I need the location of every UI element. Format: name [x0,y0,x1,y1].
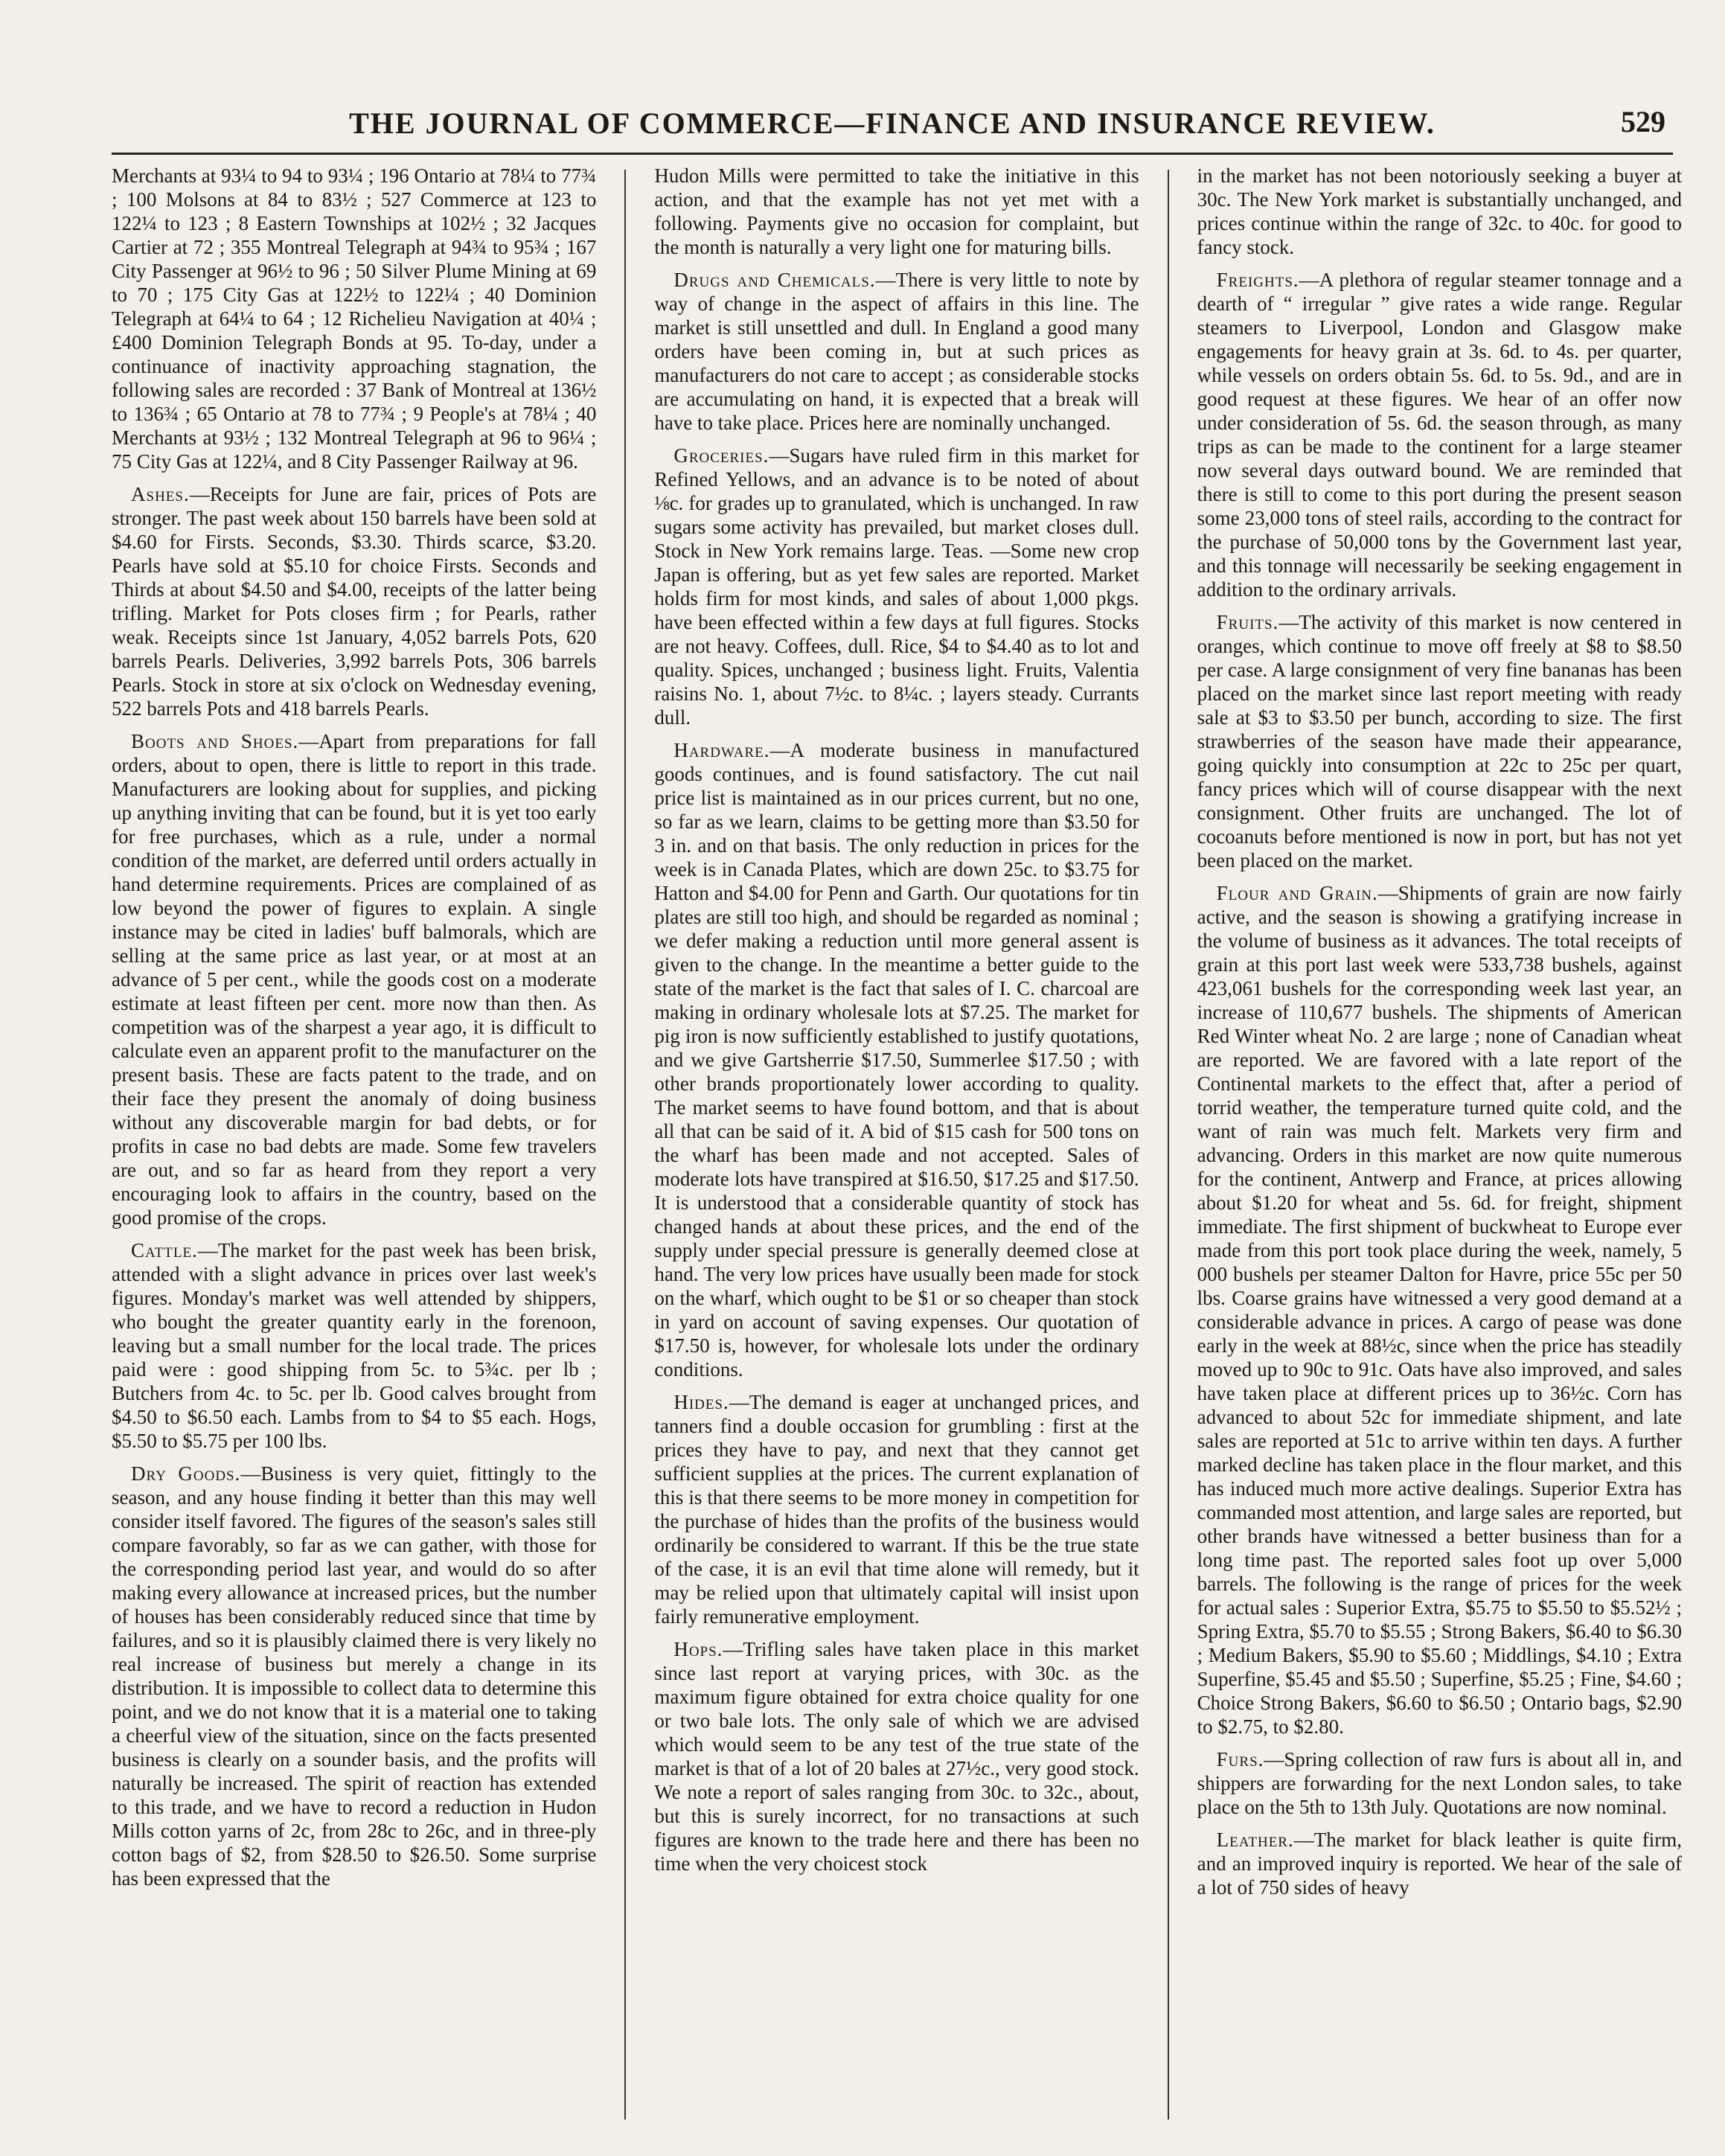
paragraph: Hops.—Trifling sales have taken place in this market since last report at varying prices, with 30c. as the maximum figure obtained for extra choice quality for one or two bale lots. The only sale of which we are advised which would seem to be any test of the true state of the market is that of a lot of 20 bales at 27½c., very good stock. We note a report of sales ranging from 30c. to 32c., about, but this is surely incorrect, for no transactions at such figures are known to the trade here and there has been no time when the very choicest stock [654,1638,1139,1875]
section-heading: Hardware. [673,739,770,761]
column-divider [624,170,626,2120]
paragraph: Leather.—The market for black leather is quite firm, and an improved inquiry is reported. We hear of the sale of a lot of 750 sides of heavy [1197,1829,1682,1899]
paragraph: Cattle.—The market for the past week has been brisk, attended with a slight advance in prices over last week's figures. Monday's market was well attended by shippers, who bought the greater quantity early in the forenoon, leaving but a small number for the local trade. The prices paid were : good shipping from 5c. to 5¾c. per lb ; Butchers from 4c. to 5c. per lb. Good calves brought from $4.50 to $6.50 each. Lambs from to $4 to $5 each. Hogs, $5.50 to $5.75 per 100 lbs. [112,1239,597,1452]
section-heading: Cattle. [131,1239,198,1261]
section-heading: Ashes. [131,483,190,505]
paragraph: Boots and Shoes.—Apart from preparations for fall orders, about to open, there is little to report in this trade. Manufacturers are looking about for supplies, and picking up anything inviting that can be found, but it is yet too early for free purchases, which as a rule, under a normal condition of the market, are deferred until orders actually in hand determine requirements. Prices are complained of as low beyond the power of figures to explain. A single instance may be cited in ladies' buff balmorals, which are selling at the same price as last year, or at most at an advance of 5 per cent., while the goods cost on a moderate estimate at least fifteen per cent. more now than then. As competition was of the sharpest a year ago, it is difficult to calculate even an apparent profit to the manufacturer on the present basis. These are facts patent to the trade, and on their face they present the anomaly of doing business without any discoverable margin for bad debts, or for profits in case no bad debts are made. Some few travelers are out, and so far as heard from they report a very encouraging look to affairs in the country, based on the good promise of the crops. [112,730,597,1229]
paragraph: Flour and Grain.—Shipments of grain are now fairly active, and the season is showing a gratifying increase in the volume of business as it advances. The total receipts of grain at this port last week were 533,738 bushels, against 423,061 bushels for the corresponding week last year, an increase of 110,677 bushels. The shipments of American Red Winter wheat No. 2 are large ; none of Canadian wheat are reported. We are favored with a late report of the Continental markets to the effect that, after a period of torrid weather, the temperature turned quite cold, and the want of rain was much felt. Markets very firm and advancing. Orders in this market are now quite numerous for the continent, Antwerp and France, at prices allowing about $1.20 for wheat and 5s. 6d. for freight, shipment immediate. The first shipment of buckwheat to Europe ever made from this port took place during the week, namely, 5 000 bushels per steamer Dalton for Havre, price 55c per 50 lbs. Coarse grains have witnessed a very good demand at a considerable advance in prices. A cargo of pease was done early in the week at 88½c, since when the price has steadily moved up to 90c to 91c. Oats have also improved, and sales have taken place at different prices up to 36½c. Corn has advanced to about 52c for immediate shipment, and late sales are reported at 51c to arrive within ten days. A further marked decline has taken place in the flour market, and this has induced much more active dealings. Superior Extra has commanded most attention, and large sales are reported, but other brands have witnessed a better business than for a long time past. The reported sales foot up over 5,000 barrels. The following is the range of prices for the week for actual sales : Superior Extra, $5.75 to $5.50 to $5.52½ ; Spring Extra, $5.70 to $5.55 ; Strong Bakers, $6.40 to $6.30 ; Medium Bakers, $5.90 to $5.60 ; Middlings, $4.10 ; Extra Superfine, $5.45 and $5.50 ; Superfine, $5.25 ; Fine, $4.60 ; Choice Strong Bakers, $6.60 to $6.50 ; Ontario bags, $2.90 to $2.75, to $2.80. [1197,882,1682,1738]
section-heading: Freights. [1216,269,1299,291]
page-number: 529 [1621,105,1665,138]
column-3 [1197,164,1682,2128]
section-heading: Groceries. [673,444,769,467]
paragraph: Dry Goods.—Business is very quiet, fittingly to the season, and any house finding it better than this may well consider itself favored. The figures of the season's sales still compare favorably, so far as we can gather, with those for the corresponding period last year, and would do so after making every allowance at increased prices, but the number of houses has been considerably reduced since that time by failures, and so it is plausibly claimed there is very likely no real increase of business but merely a change in its distribution. It is impossible to collect data to determine this point, and we do not know that it is a material one to taking a cheerful view of the situation, since on the facts presented business is clearly on a sounder basis, and the profits will naturally be increased. The spirit of reaction has extended to this trade, and we have to record a reduction in Hudon Mills cotton yarns of 2c, from 28c to 26c, and in three-ply cotton bags of $2, from $28.50 to $26.50. Some surprise has been expressed that the [112,1462,597,1890]
section-heading: Hides. [673,1391,729,1413]
section-heading: Fruits. [1216,611,1279,633]
section-heading: Leather. [1216,1829,1294,1851]
column-2 [654,164,1139,2128]
paragraph: Furs.—Spring collection of raw furs is about all in, and shippers are forwarding for the next London sales, to take place on the 5th to 13th July. Quotations are now nominal. [1197,1748,1682,1818]
section-heading: Furs. [1216,1748,1264,1770]
paragraph: Fruits.—The activity of this market is now centered in oranges, which continue to move off freely at $8 to $8.50 per case. A large consignment of very fine bananas has been placed on the market since last report meeting with ready sale at $3 to $3.50 per bunch, according to size. The first strawberries of the season have made their appearance, going quickly into consumption at 22c to 25c per quart, fancy prices which will of course disappear with the next consignment. Other fruits are unchanged. The lot of cocoanuts before mentioned is now in port, but has not yet been placed on the market. [1197,611,1682,871]
paragraph: Hides.—The demand is eager at unchanged prices, and tanners find a double occasion for grumbling : first at the prices they have to pay, and next that they cannot get sufficient supplies at the prices. The current explanation of this is that there seems to be more money in competition for the purchase of hides than the profits of the business would ordinarily be considered to warrant. If this be the true state of the case, it is an evil that time alone will remedy, but it may be relied upon that ultimately capital will insist upon fairly remunerative employment. [654,1391,1139,1628]
paragraph: Freights.—A plethora of regular steamer tonnage and a dearth of “ irregular ” give rates a wide range. Regular steamers to Liverpool, London and Glasgow make engagements for heavy grain at 3s. 6d. to 4s. per quarter, while vessels on orders obtain 5s. 6d. to 5s. 9d., and are in good request at these figures. We hear of an offer now under consideration of 5s. 6d. the season through, as many trips as can be made to the continent for a large steamer now several days outward bound. We are reminded that there is still to come to this port during the present season some 23,000 tons of steel rails, according to the contract for the purchase of 50,000 tons by the Government last year, and this tonnage will necessarily be seeking engagement in addition to the ordinary arrivals. [1197,269,1682,601]
section-heading: Dry Goods. [131,1462,241,1485]
header-rule [112,153,1673,155]
page-header [104,97,1680,149]
section-heading: Boots and Shoes. [131,730,299,752]
section-heading: Drugs and Chemicals. [673,269,876,291]
article-columns [112,164,1682,2128]
section-heading: Hops. [673,1638,723,1660]
paragraph: Hardware.—A moderate business in manufactured goods continues, and is found satisfactory. The cut nail price list is maintained as in our prices current, but no one, so far as we learn, claims to be getting more than $3.50 for 3 in. and on that basis. The only reduction in prices for the week is in Canada Plates, which are down 25c. to $3.75 for Hatton and $4.00 for Penn and Garth. Our quotations for tin plates are still too high, and should be regarded as nominal ; we defer making a reduction until more general assent is given to the change. In the meantime a better guide to the state of the market is the fact that sales of I. C. charcoal are making in ordinary wholesale lots at $7.25. The market for pig iron is now sufficiently established to justify quotations, and we give Gartsherrie $17.50, Summerlee $17.50 ; with other brands proportionately lower according to quality. The market seems to have found bottom, and that is about all that can be said of it. A bid of $15 cash for 500 tons on the wharf has been made and not accepted. Sales of moderate lots have transpired at $16.50, $17.25 and $17.50. It is understood that a considerable quantity of stock has changed hands at about these prices, and the end of the supply under special pressure is generally deemed close at hand. The very low prices have usually been made for stock on the wharf, which ought to be $1 or so cheaper than stock in yard on account of saving expenses. Our quotation of $17.50 is, however, for wholesale lots under the ordinary conditions. [654,739,1139,1381]
column-divider [1168,170,1169,2120]
journal-title: THE JOURNAL OF COMMERCE—FINANCE AND INSURANCE REVIEW. [349,106,1436,140]
section-heading: Flour and Grain. [1216,882,1378,904]
paragraph: Merchants at 93¼ to 94 to 93¼ ; 196 Ontario at 78¼ to 77¾ ; 100 Molsons at 84 to 83½ ; 527 Commerce at 123 to 122¼ to 123 ; 8 Eastern Townships at 102½ ; 32 Jacques Cartier at 72 ; 355 Montreal Telegraph at 94¾ to 95¾ ; 167 City Passenger at 96½ to 96 ; 50 Silver Plume Mining at 69 to 70 ; 175 City Gas at 122½ to 122¼ ; 40 Dominion Telegraph at 64¼ to 64 ; 12 Richelieu Navigation at 40¼ ; £400 Dominion Telegraph Bonds at 95. To-day, under a continuance of inactivity approaching stagnation, the following sales are recorded : 37 Bank of Montreal at 136½ to 136¾ ; 65 Ontario at 78 to 77¾ ; 9 People's at 78¼ ; 40 Merchants at 93½ ; 132 Montreal Telegraph at 96 to 96¼ ; 75 City Gas at 122¼, and 8 City Passenger Railway at 96. [112,164,597,473]
paragraph: in the market has not been notoriously seeking a buyer at 30c. The New York market is substantially unchanged, and prices continue within the range of 32c. to 40c. for good to fancy stock. [1197,164,1682,258]
paragraph: Groceries.—Sugars have ruled firm in this market for Refined Yellows, and an advance is to be noted of about ⅛c. for grades up to granulated, which is unchanged. In raw sugars some activity has prevailed, but market closes dull. Stock in New York remains large. Teas. —Some new crop Japan is offering, but as yet few sales are reported. Market holds firm for most kinds, and sales of about 1,000 pkgs. have been effected within a few days at full figures. Stocks are not heavy. Coffees, dull. Rice, $4 to $4.40 as to lot and quality. Spices, unchanged ; business light. Fruits, Valentia raisins No. 1, about 7½c. to 8¼c. ; layers steady. Currants dull. [654,444,1139,729]
paragraph: Ashes.—Receipts for June are fair, prices of Pots are stronger. The past week about 150 barrels have been sold at $4.60 for Firsts. Seconds, $3.30. Thirds scarce, $3.20. Pearls have sold at $5.10 for choice Firsts. Seconds and Thirds at about $4.50 and $4.00, receipts of the latter being trifling. Market for Pots closes firm ; for Pearls, rather weak. Receipts since 1st January, 4,052 barrels Pots, 620 barrels Pearls. Deliveries, 3,992 barrels Pots, 306 barrels Pearls. Stock in store at six o'clock on Wednesday evening, 522 barrels Pots and 418 barrels Pearls. [112,483,597,720]
paragraph: Drugs and Chemicals.—There is very little to note by way of change in the aspect of affairs in this line. The market is still unsettled and dull. In England a good many orders have been coming in, but at such prices as manufacturers do not care to accept ; as considerable stocks are accumulating on hand, it is expected that a break will have to take place. Prices here are nominally unchanged. [654,269,1139,434]
column-1 [112,164,596,2128]
paragraph: Hudon Mills were permitted to take the initiative in this action, and that the example has not yet met with a following. Payments give no occasion for complaint, but the month is naturally a very light one for maturing bills. [654,164,1139,258]
